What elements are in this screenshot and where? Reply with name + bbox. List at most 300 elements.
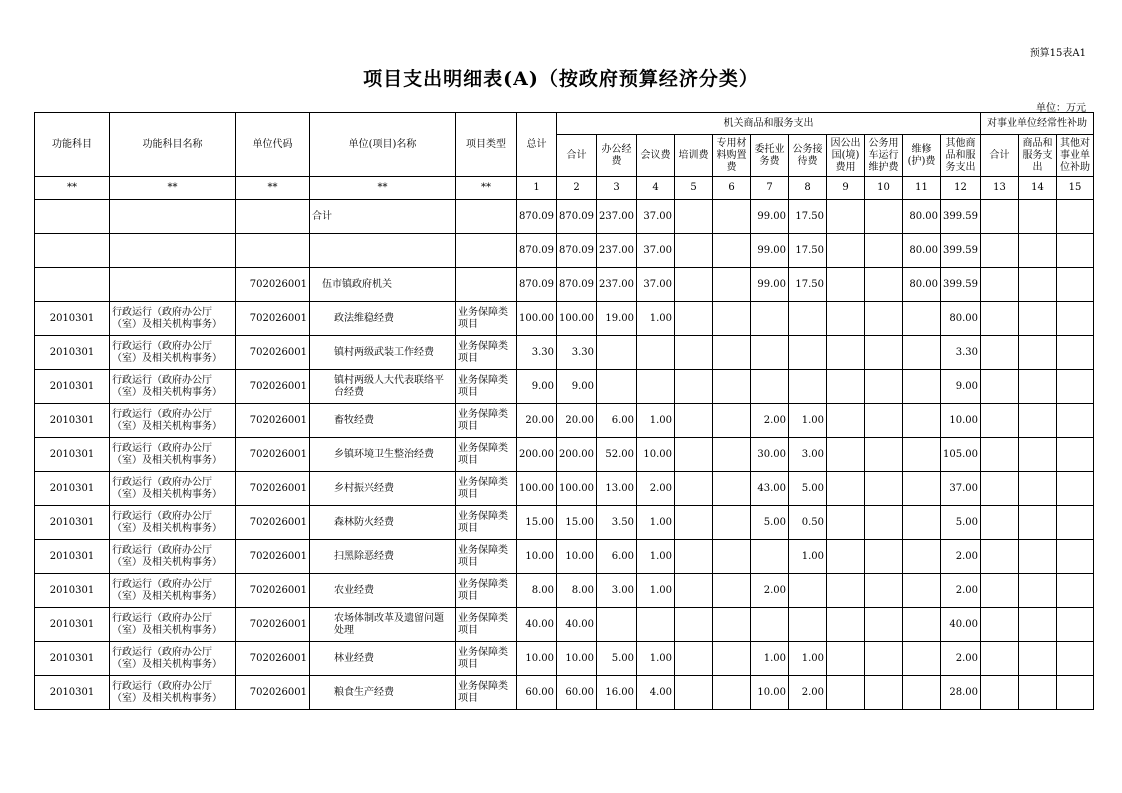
table-cell: 业务保障类项目 [456,404,517,438]
table-cell: 2.00 [941,574,981,608]
table-cell: 99.00 [751,268,789,302]
table-cell [827,676,865,710]
table-cell: 4.00 [637,676,675,710]
table-cell [865,370,903,404]
table-cell [713,506,751,540]
table-cell [865,336,903,370]
table-cell: 9.00 [517,370,557,404]
table-cell [903,302,941,336]
table-cell: 37.00 [637,268,675,302]
table-row [35,608,1094,642]
table-cell [751,302,789,336]
table-row [35,438,1094,472]
table-cell: 1.00 [637,574,675,608]
column-index: 10 [865,177,903,200]
table-cell: 9.00 [941,370,981,404]
table-cell [751,540,789,574]
table-cell: 业务保障类项目 [456,370,517,404]
table-cell: 政法维稳经费 [310,302,456,336]
table-cell [827,472,865,506]
table-cell: 2010301 [35,302,110,336]
table-cell [865,540,903,574]
table-cell: 行政运行（政府办公厅（室）及相关机构事务） [110,370,236,404]
table-cell: 105.00 [941,438,981,472]
table-cell: 17.50 [789,234,827,268]
table-cell [1019,234,1057,268]
table-cell [981,200,1019,234]
table-cell: 702026001 [236,438,310,472]
table-cell: 10.00 [941,404,981,438]
table-cell: 80.00 [903,200,941,234]
table-cell: 3.30 [941,336,981,370]
table-cell [751,608,789,642]
table-cell: 业务保障类项目 [456,438,517,472]
table-cell: 业务保障类项目 [456,336,517,370]
table-cell [827,608,865,642]
table-cell [1019,302,1057,336]
table-cell [713,370,751,404]
table-cell: 森林防火经费 [310,506,456,540]
table-cell: 行政运行（政府办公厅（室）及相关机构事务） [110,608,236,642]
table-cell: 702026001 [236,268,310,302]
table-cell: 100.00 [517,302,557,336]
table-cell: 业务保障类项目 [456,608,517,642]
table-cell [713,336,751,370]
table-cell [865,302,903,336]
table-cell: 200.00 [517,438,557,472]
table-cell [827,234,865,268]
table-cell [981,268,1019,302]
table-cell: 行政运行（政府办公厅（室）及相关机构事务） [110,404,236,438]
table-cell: 28.00 [941,676,981,710]
table-cell: 0.50 [789,506,827,540]
table-cell [456,200,517,234]
table-cell [110,234,236,268]
table-cell: 农场体制改革及遗留问题处理 [310,608,456,642]
table-cell [1057,506,1094,540]
column-index: 12 [941,177,981,200]
table-cell [713,302,751,336]
table-cell: 80.00 [903,268,941,302]
header-group-subsidy: 对事业单位经常性补助 [981,113,1094,135]
table-cell [713,404,751,438]
table-cell [789,608,827,642]
table-cell [903,506,941,540]
table-cell: 2010301 [35,676,110,710]
table-cell: 行政运行（政府办公厅（室）及相关机构事务） [110,336,236,370]
table-cell [35,268,110,302]
table-cell: 1.00 [789,642,827,676]
table-cell: 1.00 [751,642,789,676]
header-func-code: 功能科目 [35,113,110,177]
column-index: 9 [827,177,865,200]
header-project-type: 项目类型 [456,113,517,177]
table-cell [827,540,865,574]
table-cell [865,268,903,302]
table-cell: 6.00 [597,540,637,574]
table-cell: 399.59 [941,200,981,234]
column-index: 3 [597,177,637,200]
table-cell [751,370,789,404]
table-cell: 行政运行（政府办公厅（室）及相关机构事务） [110,676,236,710]
table-cell: 行政运行（政府办公厅（室）及相关机构事务） [110,574,236,608]
table-cell: 10.00 [517,642,557,676]
table-cell [675,336,713,370]
expenditure-table [34,112,1094,710]
table-row [35,540,1094,574]
table-cell: 702026001 [236,404,310,438]
table-cell [1057,268,1094,302]
table-row [35,234,1094,268]
table-cell [1057,234,1094,268]
table-cell [236,234,310,268]
column-index: 4 [637,177,675,200]
table-cell [981,438,1019,472]
table-cell [1057,472,1094,506]
table-cell: 17.50 [789,268,827,302]
table-row [35,642,1094,676]
table-cell: 乡镇环境卫生整治经费 [310,438,456,472]
table-cell [981,608,1019,642]
table-cell: 60.00 [517,676,557,710]
table-cell [35,234,110,268]
table-cell [827,268,865,302]
table-row [35,676,1094,710]
table-cell: 8.00 [557,574,597,608]
table-cell: 2.00 [941,540,981,574]
table-cell: 业务保障类项目 [456,642,517,676]
table-cell: 业务保障类项目 [456,676,517,710]
table-cell [675,472,713,506]
table-cell: 2010301 [35,336,110,370]
header-g1-col: 会议费 [637,135,675,177]
table-cell [1019,608,1057,642]
table-cell [1057,370,1094,404]
table-cell: 702026001 [236,370,310,404]
table-cell: 702026001 [236,506,310,540]
table-cell: 870.09 [517,200,557,234]
table-cell [827,642,865,676]
table-cell [865,234,903,268]
unit-label: 单位：万元 [1036,103,1086,114]
column-index: 8 [789,177,827,200]
table-cell [1057,642,1094,676]
table-cell [981,574,1019,608]
table-cell: 40.00 [517,608,557,642]
table-cell [981,404,1019,438]
table-cell [1019,540,1057,574]
table-cell [1057,540,1094,574]
table-cell [675,574,713,608]
table-cell: 8.00 [517,574,557,608]
table-cell: 行政运行（政府办公厅（室）及相关机构事务） [110,472,236,506]
table-cell [981,472,1019,506]
table-cell: 100.00 [557,472,597,506]
table-cell [1057,336,1094,370]
table-cell: 237.00 [597,268,637,302]
table-cell [865,642,903,676]
table-cell: 2010301 [35,472,110,506]
table-cell: 3.30 [557,336,597,370]
column-index: 14 [1019,177,1057,200]
table-cell [675,608,713,642]
table-cell [713,676,751,710]
table-cell [1057,608,1094,642]
header-group-goods-services: 机关商品和服务支出 [557,113,981,135]
table-cell [789,574,827,608]
table-cell [675,404,713,438]
column-index: 13 [981,177,1019,200]
table-cell [597,370,637,404]
header-g1-col: 维修(护)费 [903,135,941,177]
table-cell [1057,676,1094,710]
table-cell: 10.00 [557,540,597,574]
table-cell [637,336,675,370]
table-cell [981,540,1019,574]
table-cell: 3.50 [597,506,637,540]
table-cell: 5.00 [941,506,981,540]
header-func-name: 功能科目名称 [110,113,236,177]
table-cell [597,608,637,642]
table-cell [789,336,827,370]
table-cell [827,506,865,540]
header-g1-col: 公务接待费 [789,135,827,177]
table-cell [675,200,713,234]
header-g1-col: 其他商品和服务支出 [941,135,981,177]
table-cell [675,302,713,336]
table-cell [637,370,675,404]
table-cell [981,234,1019,268]
table-cell: 3.00 [789,438,827,472]
table-cell [789,370,827,404]
table-cell: 2.00 [941,642,981,676]
header-g1-col: 委托业务费 [751,135,789,177]
column-index: 15 [1057,177,1094,200]
table-cell [713,608,751,642]
table-cell [713,642,751,676]
table-cell [1019,472,1057,506]
table-cell: 20.00 [517,404,557,438]
table-cell [310,234,456,268]
table-cell [597,336,637,370]
column-index: ** [236,177,310,200]
table-cell: 2.00 [637,472,675,506]
table-cell: 镇村两级人大代表联络平台经费 [310,370,456,404]
table-cell: 伍市镇政府机关 [310,268,456,302]
table-cell: 60.00 [557,676,597,710]
column-index: ** [110,177,236,200]
column-index: 6 [713,177,751,200]
header-g2-col: 合计 [981,135,1019,177]
table-cell: 1.00 [637,540,675,574]
table-cell: 业务保障类项目 [456,472,517,506]
table-cell: 2010301 [35,404,110,438]
table-cell: 870.09 [557,234,597,268]
table-cell: 5.00 [751,506,789,540]
table-cell: 237.00 [597,200,637,234]
table-cell: 2.00 [789,676,827,710]
page-title: 项目支出明细表(A)（按政府预算经济分类） [363,68,759,90]
table-cell [903,540,941,574]
table-row [35,404,1094,438]
table-row [35,302,1094,336]
table-cell [713,234,751,268]
table-cell [1057,302,1094,336]
table-cell [903,336,941,370]
table-row [35,200,1094,234]
table-cell: 15.00 [517,506,557,540]
table-cell [903,676,941,710]
table-cell: 农业经费 [310,574,456,608]
table-cell: 702026001 [236,472,310,506]
table-cell [903,608,941,642]
table-cell [1019,574,1057,608]
table-cell [1019,506,1057,540]
table-cell: 2010301 [35,574,110,608]
table-cell [827,302,865,336]
table-cell: 100.00 [557,302,597,336]
header-g1-col: 专用材料购置费 [713,135,751,177]
table-cell: 乡村振兴经费 [310,472,456,506]
table-cell: 3.00 [597,574,637,608]
table-cell [827,200,865,234]
table-cell: 37.00 [941,472,981,506]
column-index: 11 [903,177,941,200]
table-cell [1019,200,1057,234]
table-cell: 40.00 [941,608,981,642]
table-cell [789,302,827,336]
table-cell [236,200,310,234]
table-cell: 合计 [310,200,456,234]
table-row [35,268,1094,302]
table-cell: 业务保障类项目 [456,302,517,336]
table-cell [865,200,903,234]
table-cell: 2010301 [35,370,110,404]
table-cell [1019,676,1057,710]
table-cell: 2.00 [751,574,789,608]
table-cell: 2010301 [35,608,110,642]
table-cell: 2.00 [751,404,789,438]
table-cell [981,506,1019,540]
table-cell [981,336,1019,370]
table-cell: 畜牧经费 [310,404,456,438]
table-cell: 3.30 [517,336,557,370]
table-cell: 13.00 [597,472,637,506]
table-cell [35,200,110,234]
table-cell [675,268,713,302]
table-cell [110,200,236,234]
table-cell: 行政运行（政府办公厅（室）及相关机构事务） [110,438,236,472]
header-g2-col: 商品和服务支出 [1019,135,1057,177]
header-unit-name: 单位(项目)名称 [310,113,456,177]
header-total: 总计 [517,113,557,177]
table-cell: 行政运行（政府办公厅（室）及相关机构事务） [110,642,236,676]
table-cell: 17.50 [789,200,827,234]
table-cell [1019,370,1057,404]
table-cell: 1.00 [637,642,675,676]
table-cell [1019,438,1057,472]
table-cell [827,336,865,370]
header-g1-col: 合计 [557,135,597,177]
table-cell [1057,574,1094,608]
table-cell [713,438,751,472]
table-cell: 99.00 [751,200,789,234]
column-index: 2 [557,177,597,200]
table-cell: 702026001 [236,302,310,336]
table-cell: 粮食生产经费 [310,676,456,710]
table-cell: 870.09 [517,234,557,268]
table-row [35,336,1094,370]
table-cell: 30.00 [751,438,789,472]
table-cell [675,676,713,710]
table-cell: 扫黑除恶经费 [310,540,456,574]
table-cell [981,302,1019,336]
table-cell: 10.00 [557,642,597,676]
table-cell: 80.00 [903,234,941,268]
table-cell [637,608,675,642]
table-cell [865,574,903,608]
table-cell: 37.00 [637,200,675,234]
table-cell [827,370,865,404]
table-cell [865,438,903,472]
header-g1-col: 培训费 [675,135,713,177]
table-cell [827,438,865,472]
table-cell: 行政运行（政府办公厅（室）及相关机构事务） [110,540,236,574]
table-cell: 702026001 [236,642,310,676]
header-g1-col: 因公出国(境)费用 [827,135,865,177]
table-cell: 399.59 [941,268,981,302]
table-cell: 行政运行（政府办公厅（室）及相关机构事务） [110,302,236,336]
table-cell: 100.00 [517,472,557,506]
form-code: 预算15表A1 [1029,48,1086,59]
table-cell: 1.00 [637,302,675,336]
table-cell [713,268,751,302]
table-cell: 业务保障类项目 [456,540,517,574]
table-cell [713,540,751,574]
table-cell [903,404,941,438]
table-cell: 2010301 [35,642,110,676]
header-g1-col: 办公经费 [597,135,637,177]
table-cell [865,676,903,710]
table-row [35,506,1094,540]
table-cell: 1.00 [637,404,675,438]
table-cell [865,472,903,506]
table-cell: 702026001 [236,676,310,710]
table-cell [865,608,903,642]
table-cell [456,268,517,302]
table-cell: 林业经费 [310,642,456,676]
table-cell [110,268,236,302]
table-cell: 870.09 [517,268,557,302]
table-cell: 37.00 [637,234,675,268]
table-cell: 702026001 [236,608,310,642]
table-cell [981,370,1019,404]
table-cell: 2010301 [35,506,110,540]
table-cell [675,506,713,540]
table-cell [1019,404,1057,438]
table-cell: 99.00 [751,234,789,268]
table-cell [903,438,941,472]
table-cell: 237.00 [597,234,637,268]
table-cell [675,642,713,676]
column-index: 7 [751,177,789,200]
table-cell [1019,268,1057,302]
table-cell [1019,642,1057,676]
table-cell [981,676,1019,710]
header-g2-col: 其他对事业单位补助 [1057,135,1094,177]
table-cell: 399.59 [941,234,981,268]
table-cell: 业务保障类项目 [456,506,517,540]
